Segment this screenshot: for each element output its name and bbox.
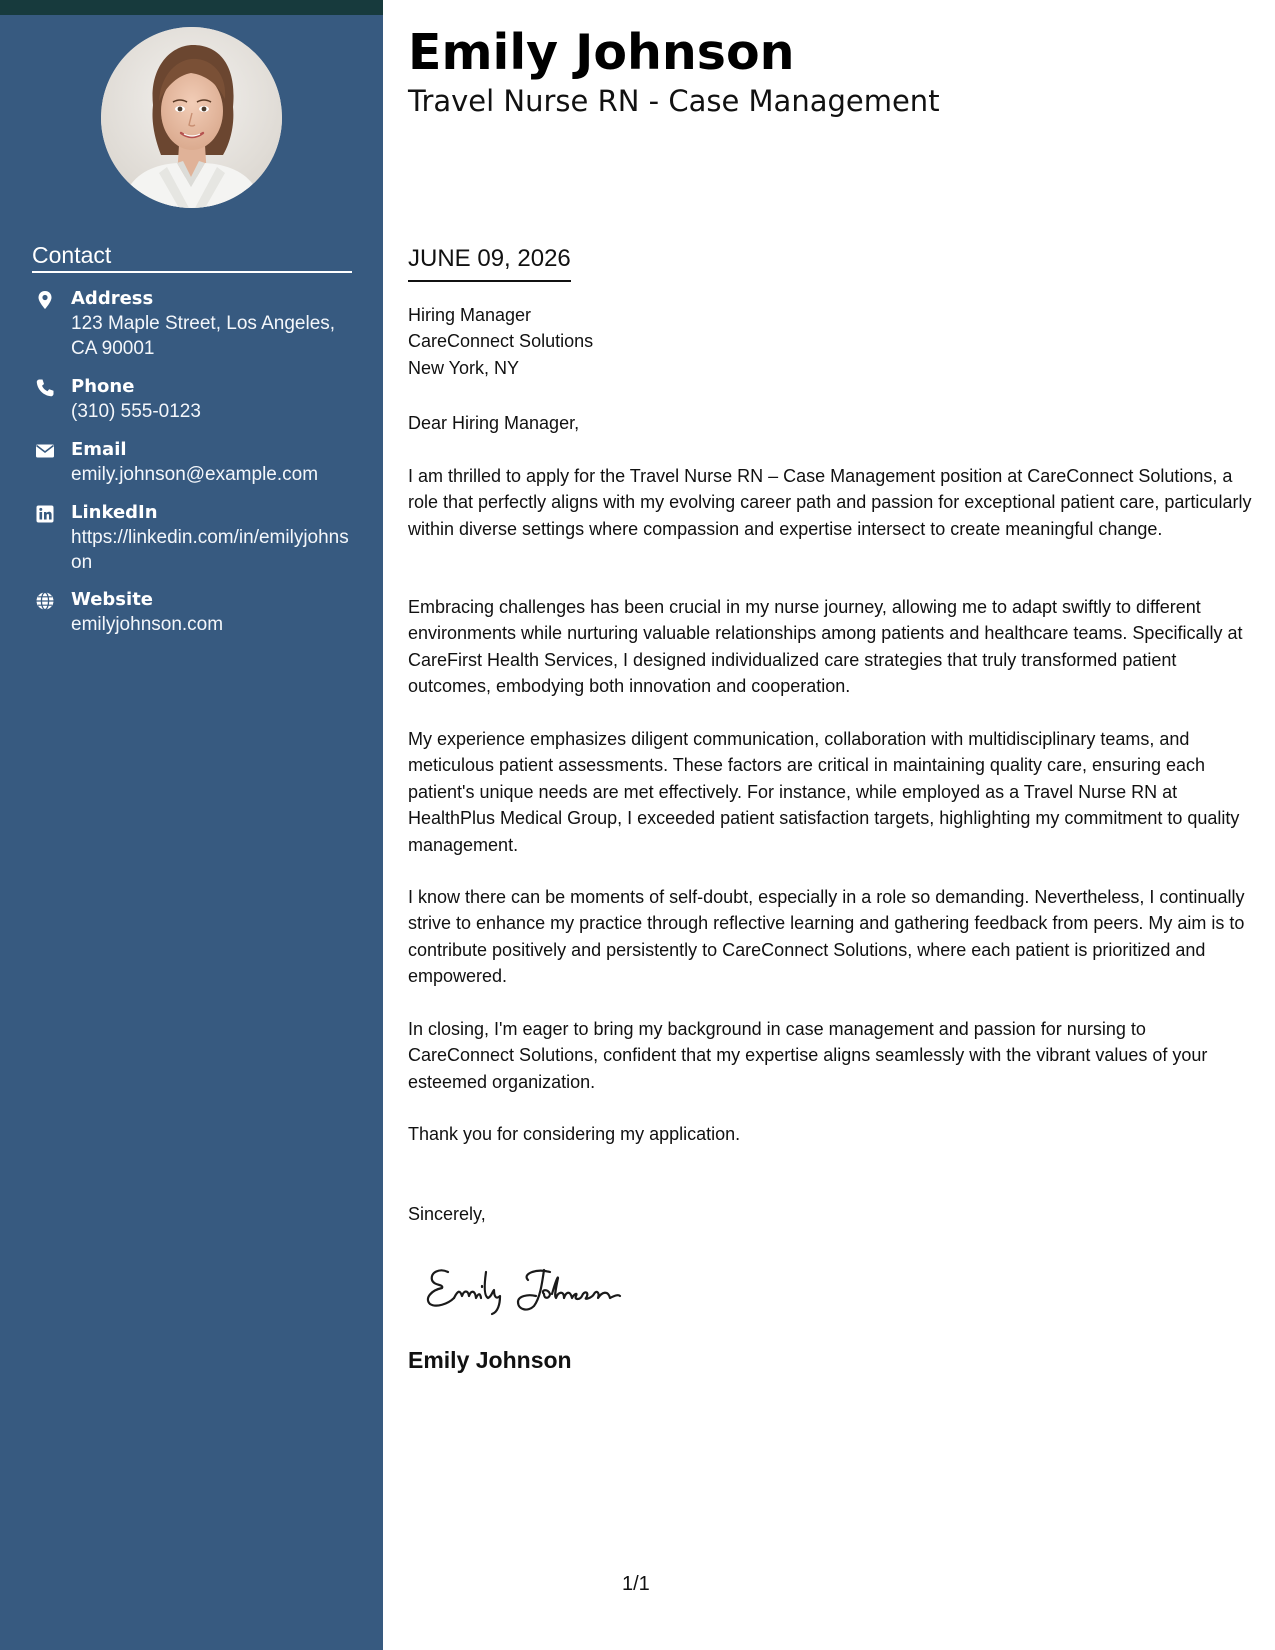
closing: Sincerely, (408, 1204, 486, 1224)
contact-heading: Contact (32, 240, 352, 273)
letter-date: JUNE 09, 2026 (408, 244, 571, 282)
email-value[interactable]: emily.johnson@example.com (71, 464, 319, 485)
salutation: Dear Hiring Manager, (408, 413, 580, 433)
handwritten-signature (418, 1250, 658, 1320)
recipient-line: Hiring Manager (408, 305, 532, 325)
body-paragraph: My experience emphasizes diligent communication, collaboration with multidisciplinary teams, and meticulous patient assessments. These factors are critical in maintaining quality care, ensuring each patient's unique needs are met effectively. For instance, while employed as a Travel Nurse RN at HealthPlus Medical Group, I exceeded patient satisfaction targets, highlighting my commitment to quality management. (408, 729, 1240, 855)
body-paragraph: I know there can be moments of self-doubt, especially in a role so demanding. Nevertheless, I continually strive to enhance my practice through reflective learning and gathering feedback from peers. My aim is to contribute positively and persistently to CareConnect Solutions, where each patient is prioritized and empowered. (408, 887, 1245, 987)
linkedin-value[interactable]: https://linkedin.com/in/emilyjohnson (71, 527, 349, 573)
recipient-line: New York, NY (408, 357, 520, 378)
page-number: 1/1 (622, 1573, 650, 1595)
job-title: Travel Nurse RN - Case Management (408, 84, 940, 118)
body-paragraph: Embracing challenges has been crucial in my nurse journey, allowing me to adapt swiftly to different environments while nurturing valuable relationships among patients and healthcare teams. Specifically at CareFirst Health Services, I designed individualized care strategies that truly transformed patient outcomes, embodying both innovation and cooperation. (408, 597, 1243, 697)
globe-icon (35, 591, 55, 611)
contact-label: Website (71, 589, 154, 610)
profile-photo (101, 27, 282, 208)
address-value: 123 Maple Street, Los Angeles, CA 90001 (71, 313, 336, 359)
sidebar-top-bar (0, 0, 383, 15)
recipient-block (408, 302, 1253, 381)
recipient-line: CareConnect Solutions (408, 331, 594, 352)
body-paragraph: In closing, I'm eager to bring my background in case management and passion for nursing to CareConnect Solutions, confident that my expertise aligns seamlessly with the vibrant values of your esteemed organization. (408, 1019, 1208, 1092)
phone-icon (35, 378, 55, 398)
website-value[interactable]: emilyjohnson.com (71, 614, 224, 635)
location-pin-icon (35, 290, 55, 310)
profile-photo-image (101, 27, 282, 208)
contact-label: Email (71, 439, 127, 460)
email-icon (35, 441, 55, 461)
phone-value: (310) 555-0123 (71, 401, 201, 422)
body-paragraph: Thank you for considering my application. (408, 1124, 741, 1144)
signed-name: Emily Johnson (408, 1347, 572, 1373)
contact-label: LinkedIn (71, 502, 158, 523)
sidebar (0, 0, 383, 1650)
body-paragraph: I am thrilled to apply for the Travel Nurse RN – Case Management position at CareConnect Solutions, a role that perfectly aligns with my evolving career path and passion for exceptional patient care, particularly within diverse settings where compassion and expertise intersect to create meaningful change. (408, 466, 1252, 539)
contact-label: Phone (71, 376, 135, 397)
applicant-name: Emily Johnson (408, 24, 795, 81)
contact-label: Address (71, 288, 154, 309)
linkedin-icon (35, 504, 55, 524)
